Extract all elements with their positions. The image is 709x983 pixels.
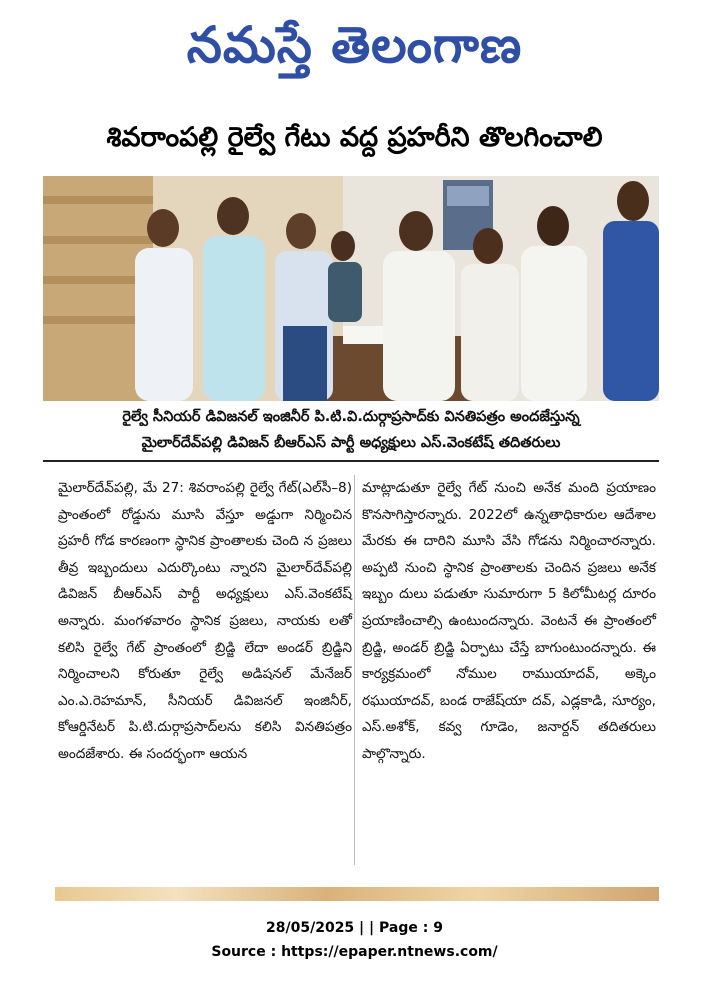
- caption-divider: [43, 460, 659, 462]
- photo-caption: [43, 404, 659, 456]
- column-divider: [354, 475, 355, 865]
- article-photo: [43, 176, 659, 401]
- photo-caption-line-1: రైల్వే సీనియర్ డివిజనల్ ఇంజినీర్ పి.టి.వి.దుర్గాప్రసాద్‌కు వినతిపత్రం అందజేస్తున్న: [122, 409, 580, 425]
- footer-source: Source : https://epaper.ntnews.com/: [211, 944, 498, 960]
- next-article-image-strip: [55, 887, 659, 901]
- newspaper-masthead: నమస్తే తెలంగాణ: [186, 15, 523, 74]
- article-column-right: [362, 475, 656, 768]
- footer-date-page: 28/05/2025 | | Page : 9: [266, 920, 443, 936]
- article-headline: శివరాంపల్లి రైల్వే గేటు వద్ద ప్రహరీని తొలగించాలి: [106, 122, 603, 153]
- article-column-left: [58, 475, 352, 768]
- article-body-right: మాట్లాడుతూ రైల్వే గేట్ నుంచి అనేక మంది ప్రయాణం కొనసాగిస్తారన్నారు. 2022లో ఉన్నతాధికారుల ఆదేశాల మేరకు ఈ దారిని మూసి వేసి గోడను నిర్మించారన్నారు. అప్పటి నుంచి స్థానిక ప్రాంతాలకు చెందిన ప్రజలు అనేక ఇబ్బం దులు పడుతూ సుమారుగా 5 కిలోమీటర్ల దూరం ప్రయాణించాల్సి ఉంటుందన్నారు. వెంటనే ఈ ప్రాంతంలో బ్రిడ్జి, అండర్ బ్రిడ్జి ఏర్పాటు చేస్తే బాగుంటుందన్నారు. ఈ కార్యక్రమంలో నోముల రాముయాదవ్, అక్కెం రఘుయాదవ్, బండ రాజేష్‌యా దవ్, ఎడ్లకాడి, సూర్యం, ఎస్.అశోక్, కవ్వ గూడెం, జనార్దన్ తదితరులు పాల్గొన్నారు.: [362, 480, 656, 762]
- article-body-left: మైలార్‌దేవ్‌పల్లి, మే 27: శివరాంపల్లి రైల్వే గేట్(ఎల్‌సీ–8) ప్రాంతంలో రోడ్డును మూసి వేస్తూ అడ్డుగా నిర్మించిన ప్రహరీ గోడ కారణంగా స్థానిక ప్రాంతాలకు చెంది న ప్రజలు తీవ్ర ఇబ్బందులు ఎదుర్కొంటు న్నారని మైలార్‌దేవ్‌పల్లి డివిజన్ బీఆర్‌ఎస్ పార్టీ అధ్యక్షులు ఎస్.వెంకటేష్ అన్నారు. మంగళవారం స్థానిక ప్రజలు, నాయకు లతో కలిసి రైల్వే గేట్ ప్రాంతంలో బ్రిడ్జి లేదా అండర్ బ్రిడ్జిని నిర్మించాలని కోరుతూ రైల్వే అడిషనల్ మేనేజర్ ఎం.ఎ.రెహమాన్, సీనియర్ డివిజనల్ ఇంజినీర్, కోఆర్డినేటర్ పి.టి.దుర్గాప్రసాద్‌లను కలిసి వినతిపత్రం అందజేశారు. ఈ సందర్భంగా ఆయన: [58, 480, 352, 762]
- photo-caption-line-2: మైలార్‌దేవ్‌పల్లి డివిజన్ బీఆర్‌ఎస్ పార్టీ అధ్యక్షులు ఎస్.వెంకటేష్ తదితరులు: [141, 435, 561, 451]
